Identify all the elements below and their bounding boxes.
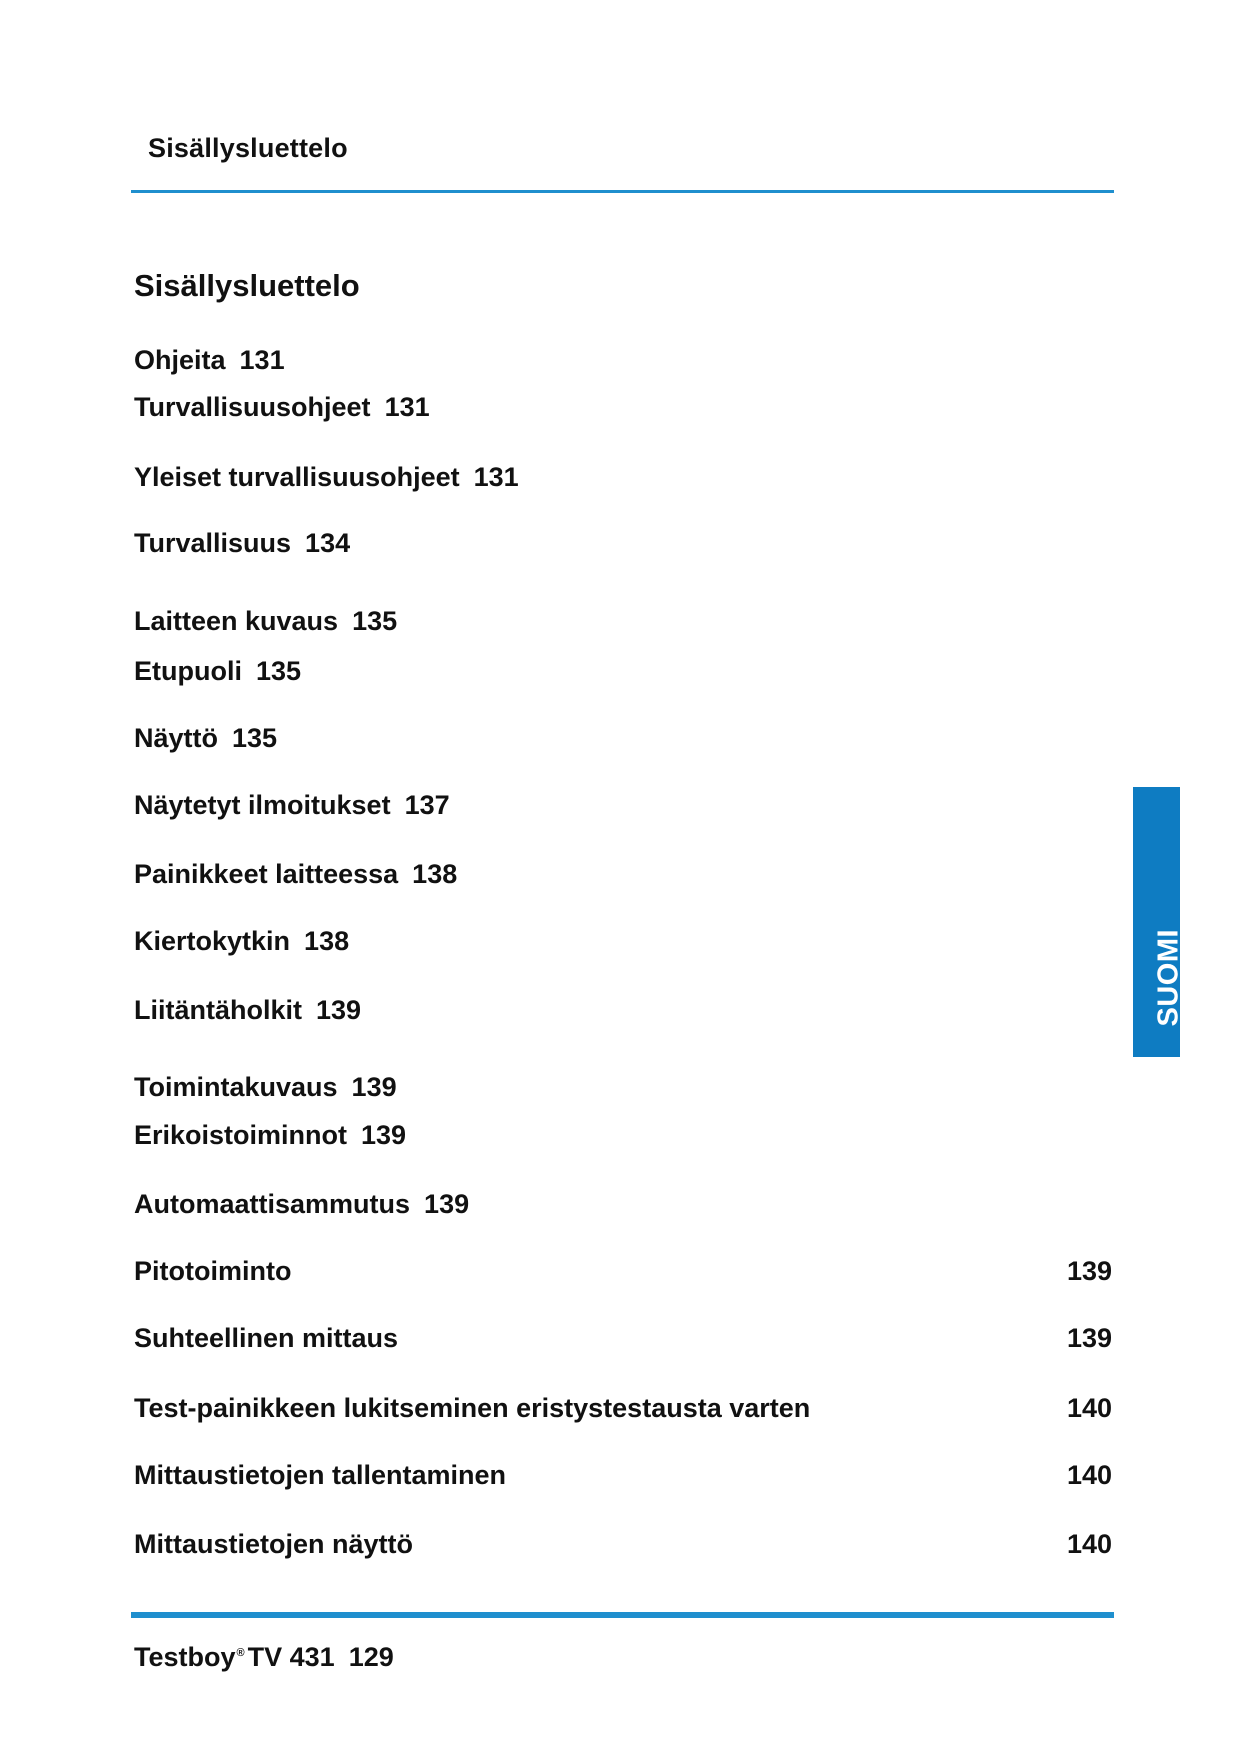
- page-footer: [134, 1642, 394, 1673]
- toc-entry[interactable]: [134, 859, 1112, 893]
- toc-entry-title: Näytetyt ilmoitukset: [134, 790, 391, 820]
- toc-entry[interactable]: [134, 790, 1112, 824]
- toc-entry[interactable]: [134, 528, 1112, 562]
- toc-entry-page: 134: [305, 528, 351, 558]
- toc-entry[interactable]: [134, 1120, 1112, 1154]
- toc-entry[interactable]: [134, 723, 1112, 757]
- toc-entry-page: 140: [1066, 1529, 1112, 1559]
- page-header-title: Sisällysluettelo: [148, 133, 348, 163]
- language-tab-label: SUOMI: [1152, 928, 1184, 1027]
- toc-entry[interactable]: [134, 1460, 1112, 1494]
- footer-model: TV 431: [247, 1642, 335, 1672]
- toc-entry-page: 137: [404, 790, 450, 820]
- toc-entry-title: Yleiset turvallisuusohjeet: [134, 462, 460, 492]
- toc-entry[interactable]: [134, 1393, 1112, 1427]
- toc-entry[interactable]: [134, 462, 1112, 496]
- toc-entry-page: 138: [412, 859, 458, 889]
- toc-entry[interactable]: [134, 1256, 1112, 1290]
- toc-entry-page: 139: [316, 995, 362, 1025]
- toc-heading: Sisällysluettelo: [134, 268, 360, 303]
- toc-entry-title: Turvallisuus: [134, 528, 292, 558]
- toc-entry-page: 140: [1066, 1393, 1112, 1423]
- toc-entry-title: Ohjeita: [134, 345, 226, 375]
- toc-entry-title: Pitotoiminto: [134, 1256, 292, 1286]
- footer-brand: Testboy: [134, 1642, 236, 1672]
- toc-entry-page: 131: [239, 345, 285, 375]
- toc-entry-title: Etupuoli: [134, 656, 242, 686]
- toc-entry-page: 139: [1066, 1323, 1112, 1353]
- toc-entry-page: 138: [304, 926, 350, 956]
- toc-entry[interactable]: [134, 1072, 1112, 1106]
- toc-entry-title: Turvallisuusohjeet: [134, 392, 371, 422]
- footer-page-number: 129: [348, 1642, 394, 1672]
- toc-entry[interactable]: [134, 1323, 1112, 1357]
- toc-entry[interactable]: [134, 392, 1112, 426]
- toc-entry-page: 135: [232, 723, 278, 753]
- toc-entry-page: 135: [352, 606, 398, 636]
- toc-entry-page: 139: [1066, 1256, 1112, 1286]
- toc-entry-title: Erikoistoiminnot: [134, 1120, 348, 1150]
- toc-entry-page: 139: [351, 1072, 397, 1102]
- language-tab: [1133, 787, 1184, 1057]
- toc-entry-page: 131: [384, 392, 430, 422]
- toc-entry-title: Suhteellinen mittaus: [134, 1323, 399, 1353]
- toc-entry-title: Automaattisammutus: [134, 1189, 411, 1219]
- toc-entry-page: 139: [361, 1120, 407, 1150]
- toc-entry[interactable]: [134, 1529, 1112, 1563]
- toc-entry-title: Liitäntäholkit: [134, 995, 302, 1025]
- toc-entry[interactable]: [134, 345, 1112, 379]
- toc-entry-title: Laitteen kuvaus: [134, 606, 339, 636]
- toc-entry-title: Painikkeet laitteessa: [134, 859, 399, 889]
- toc-entry-title: Näyttö: [134, 723, 219, 753]
- footer-divider: [131, 1612, 1114, 1618]
- toc-entry[interactable]: [134, 926, 1112, 960]
- toc-entry-page: 140: [1066, 1460, 1112, 1490]
- toc-entry-page: 131: [473, 462, 519, 492]
- header-divider: [131, 190, 1114, 193]
- registered-mark: ®: [236, 1647, 245, 1659]
- toc-entry[interactable]: [134, 606, 1112, 640]
- toc-entry[interactable]: [134, 656, 1112, 690]
- toc-entry[interactable]: [134, 995, 1112, 1029]
- toc-entry-page: 135: [255, 656, 302, 686]
- toc-entry-title: Toimintakuvaus: [134, 1072, 338, 1102]
- toc-entry-title: Mittaustietojen tallentaminen: [134, 1460, 507, 1490]
- toc-entry-title: Mittaustietojen näyttö: [134, 1529, 414, 1559]
- toc-entry[interactable]: [134, 1189, 1112, 1223]
- toc-entry-title: Test-painikkeen lukitseminen eristystestausta varten: [134, 1393, 811, 1423]
- toc-entry-title: Kiertokytkin: [134, 926, 291, 956]
- toc-entry-page: 139: [424, 1189, 470, 1219]
